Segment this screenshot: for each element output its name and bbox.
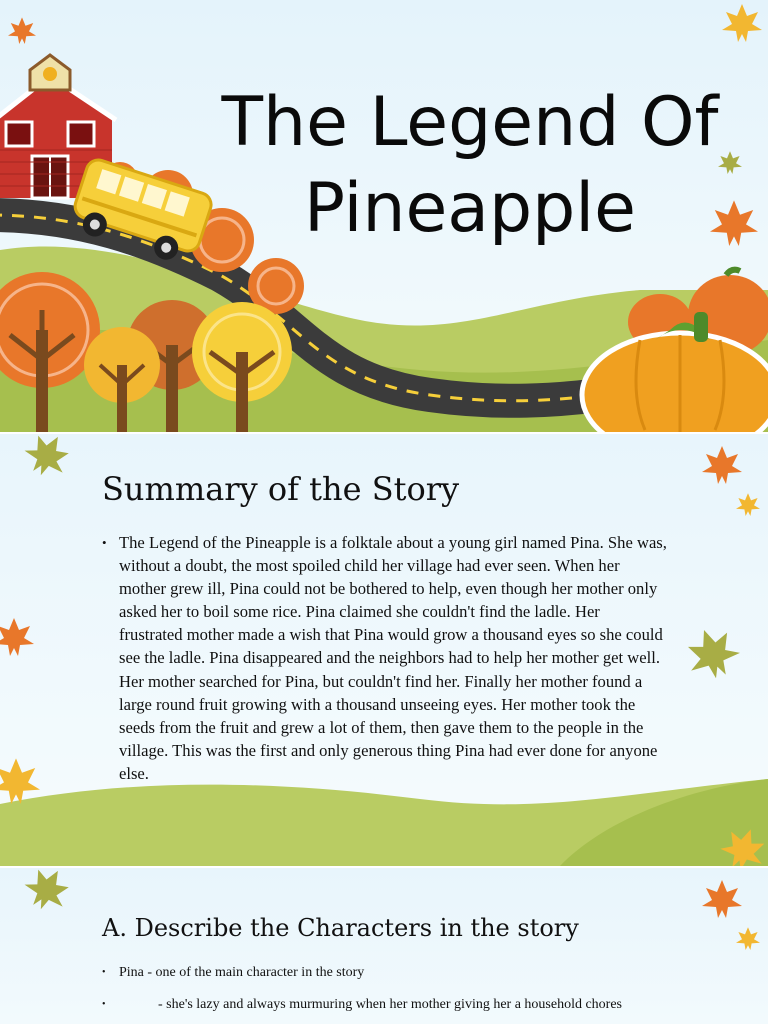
maple-leaf-icon xyxy=(736,493,760,516)
characters-list xyxy=(102,962,662,1026)
title-line-2: Pineapple xyxy=(303,169,637,248)
maple-leaf-icon xyxy=(722,4,762,42)
character-description: - she's lazy and always murmuring when her mother giving her a household chores xyxy=(158,997,623,1012)
maple-leaf-icon xyxy=(702,880,742,918)
summary-bullet-item xyxy=(102,531,667,785)
list-item xyxy=(102,962,662,984)
title-slide xyxy=(0,0,768,432)
presentation-title xyxy=(190,80,750,252)
summary-body xyxy=(102,531,667,785)
maple-leaf-icon xyxy=(8,17,36,44)
bullet: • xyxy=(102,535,107,550)
maple-leaf-icon xyxy=(0,618,34,656)
list-item xyxy=(102,994,662,1016)
maple-leaf-icon xyxy=(736,927,760,950)
maple-leaf-icon xyxy=(680,621,746,685)
bullet: • xyxy=(102,967,106,978)
characters-heading: A. Describe the Characters in the story xyxy=(102,914,579,942)
title-line-1: The Legend Of xyxy=(221,83,719,162)
bullet: • xyxy=(102,999,106,1010)
character-description: Pina - one of the main character in the story xyxy=(119,965,365,980)
maple-leaf-icon xyxy=(0,758,40,804)
summary-paragraph: The Legend of the Pineapple is a folktale about a young girl named Pina. She was, without a doubt, the most spoiled child her village had ever seen. When her mother grew ill, Pina could not be bothered to help, even though her mother only asked her to boil some rice. Pina claimed she couldn't find the ladle. Her frustrated mother made a wish that Pina would grow a thousand eyes so she could see the ladle. Pina disappeared and the neighbors had to help her mother get well. Her mother searched for Pina, but couldn't find her. Finally her mother found a large round fruit growing with a thousand unseeing eyes. Her mother took the seeds from the fruit and grew a lot of them, then gave them to the people in the village. This was the first and only generous thing Pina had ever done for anyone else. xyxy=(119,533,667,783)
maple-leaf-icon xyxy=(18,434,77,484)
bell-icon xyxy=(43,67,57,81)
maple-leaf-icon xyxy=(18,868,77,918)
summary-heading: Summary of the Story xyxy=(102,470,460,508)
maple-leaf-icon xyxy=(702,446,742,484)
